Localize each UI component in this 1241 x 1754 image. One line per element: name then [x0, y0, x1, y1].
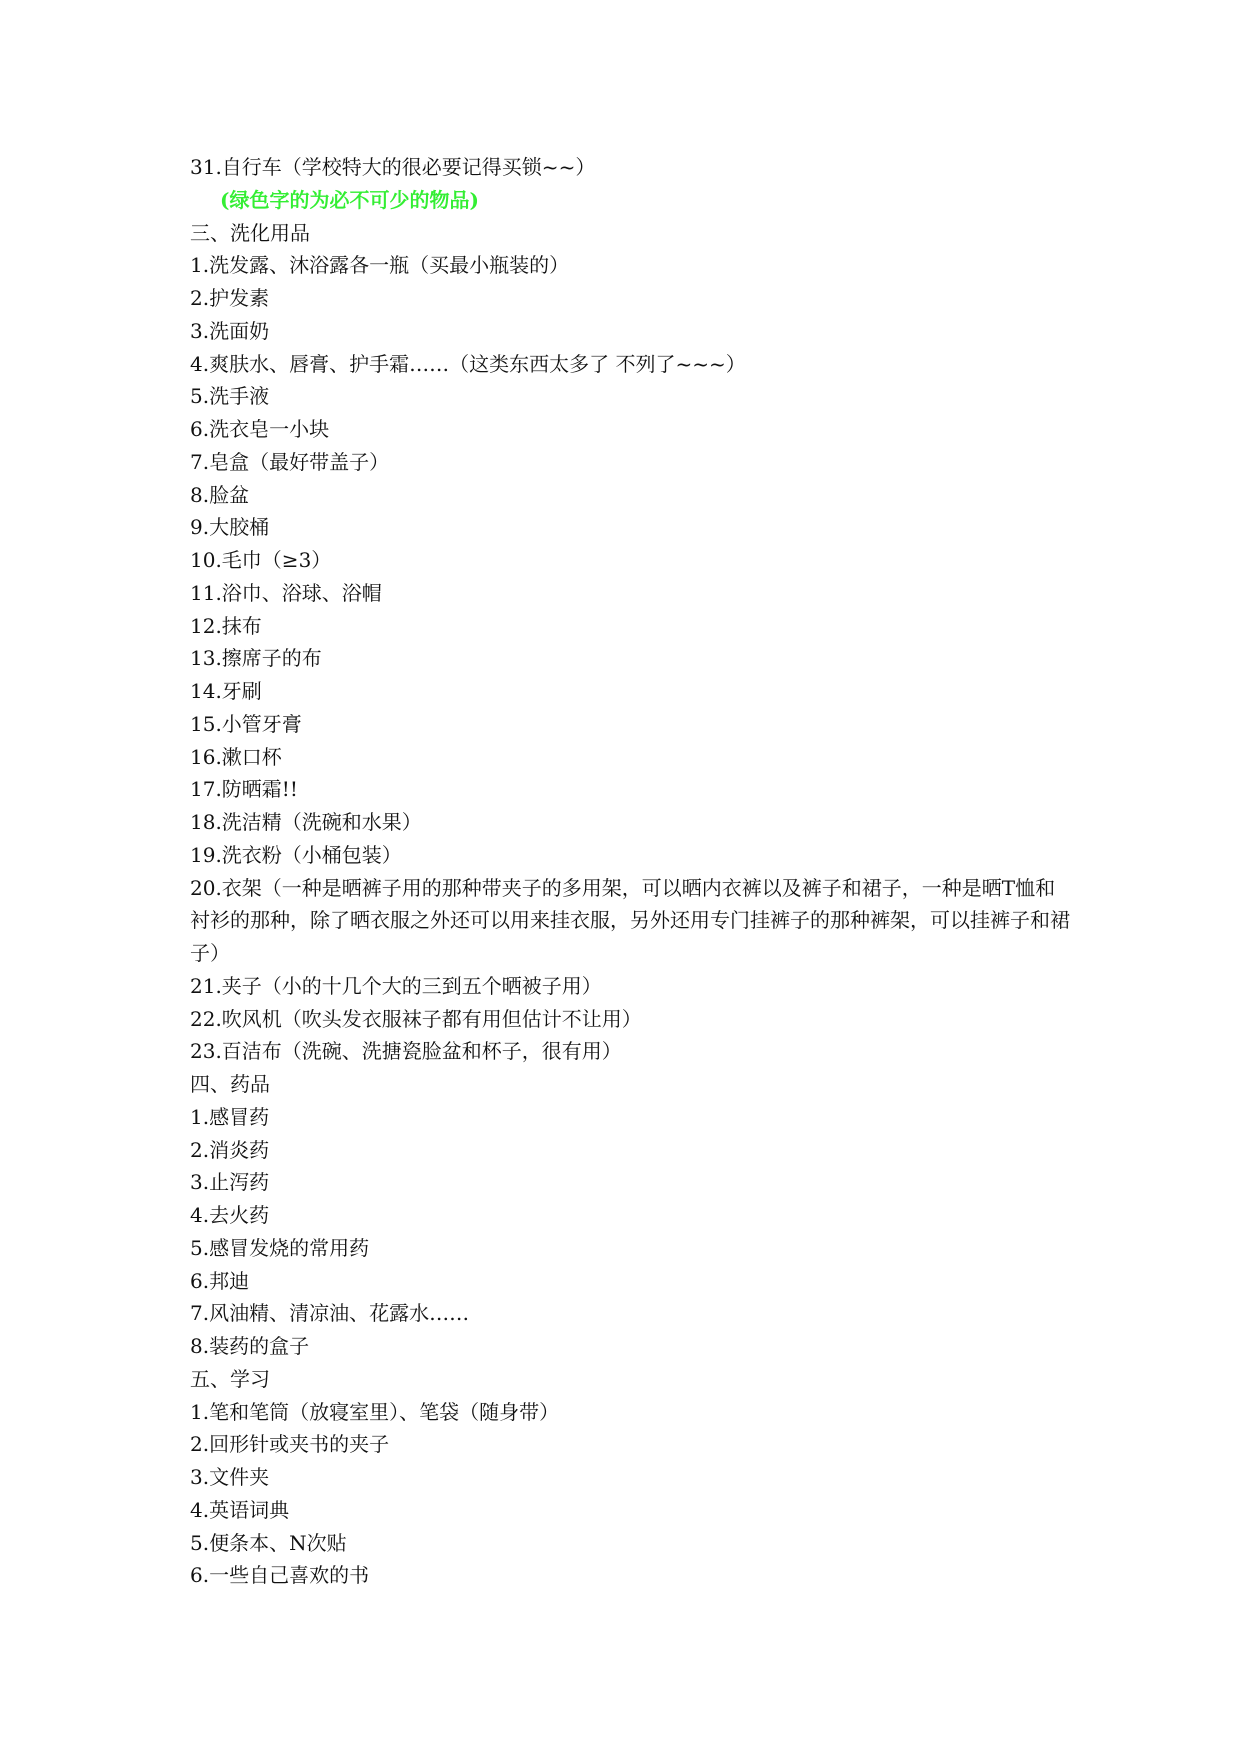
- list-item: 3.止泻药: [190, 1170, 270, 1195]
- list-item: 4.爽肤水、唇膏、护手霜……（这类东西太多了 不列了~~~）: [190, 351, 746, 376]
- list-item: 5.感冒发烧的常用药: [190, 1235, 370, 1260]
- list-item: 5.洗手液: [190, 384, 270, 409]
- list-item: 8.装药的盒子: [190, 1334, 310, 1358]
- section-heading-study: 五、学习: [190, 1366, 270, 1391]
- list-item: 5.便条本、N次贴: [190, 1530, 347, 1555]
- list-item: 1.笔和笔筒（放寝室里）、笔袋（随身带）: [190, 1399, 560, 1424]
- list-item: 1.洗发露、沐浴露各一瓶（买最小瓶装的）: [190, 253, 570, 278]
- list-item: 3.洗面奶: [190, 318, 270, 343]
- list-item: 22.吹风机（吹头发衣服袜子都有用但估计不让用）: [190, 1006, 642, 1031]
- list-item: 16.漱口杯: [190, 744, 282, 769]
- list-item: 19.洗衣粉（小桶包装）: [190, 842, 402, 867]
- section-heading-toiletries: 三、洗化用品: [190, 220, 310, 245]
- list-item: 4.去火药: [190, 1203, 270, 1227]
- list-item: 18.洗洁精（洗碗和水果）: [190, 810, 422, 834]
- list-item: 2.消炎药: [190, 1137, 270, 1162]
- list-item: 9.大胶桶: [190, 515, 270, 540]
- list-item: 4.英语词典: [190, 1497, 290, 1522]
- list-item: 10.毛巾（≥3）: [190, 548, 332, 572]
- list-item: 3.文件夹: [190, 1465, 270, 1489]
- list-item: 8.脸盆: [190, 482, 250, 507]
- list-item: 15.小管牙膏: [190, 711, 302, 736]
- list-item: 1.感冒药: [190, 1104, 270, 1129]
- list-item: 12.抹布: [190, 613, 262, 638]
- list-item: 7.皂盒（最好带盖子）: [190, 449, 390, 474]
- green-note: (绿色字的为必不可少的物品): [220, 187, 479, 212]
- list-item: 11.浴巾、浴球、浴帽: [190, 580, 382, 605]
- list-item-bicycle: 31.自行车（学校特大的很必要记得买锁~~）: [190, 155, 596, 179]
- list-item: 6.洗衣皂一小块: [190, 417, 330, 441]
- list-item: 23.百洁布（洗碗、洗搪瓷脸盆和杯子，很有用）: [190, 1039, 622, 1064]
- list-item: 7.风油精、清凉油、花露水……: [190, 1301, 470, 1326]
- list-item: 14.牙刷: [190, 679, 262, 703]
- list-item: 6.邦迪: [190, 1268, 250, 1293]
- list-item: 13.擦席子的布: [190, 646, 322, 671]
- list-item: 2.回形针或夹书的夹子: [190, 1432, 390, 1457]
- document-body: [190, 151, 1070, 1592]
- list-item: 21.夹子（小的十几个大的三到五个晒被子用）: [190, 973, 602, 998]
- list-item-hangers: 20.衣架（一种是晒裤子用的那种带夹子的多用架，可以晒内衣裤以及裤子和裙子，一种是晒T恤和衬衫的那种，除了晒衣服之外还可以用来挂衣服，另外还用专门挂裤子的那种裤架，可以挂裤子和裙子）: [190, 875, 1070, 965]
- list-item: 6.一些自己喜欢的书: [190, 1563, 370, 1588]
- section-heading-medicine: 四、药品: [190, 1072, 270, 1096]
- list-item: 2.护发素: [190, 286, 270, 310]
- list-item: 17.防晒霜!!: [190, 777, 298, 802]
